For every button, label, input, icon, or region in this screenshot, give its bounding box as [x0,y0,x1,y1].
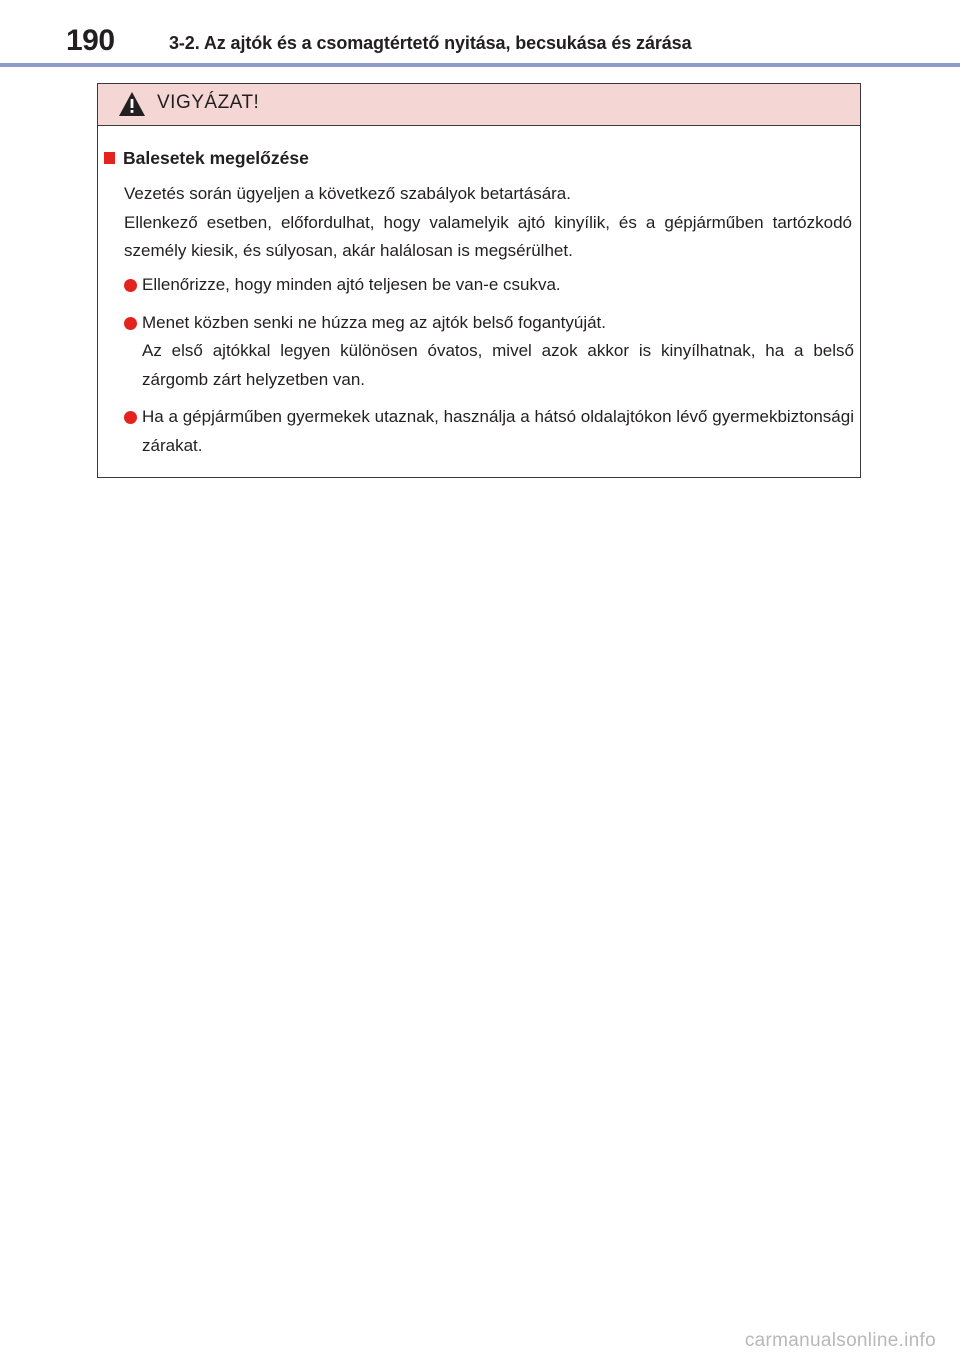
bullet-dot-icon [124,317,137,330]
list-item [124,403,854,460]
intro-text [124,180,852,266]
caution-header [98,84,860,126]
bullet-dot-icon [124,411,137,424]
intro-line: Ellenkező esetben, előfordulhat, hogy valamelyik ajtó kinyílik, és a gépjárműben tartózkodó személy kiesik, és súlyosan, akár halálosan is megsérülhet. [124,212,852,260]
warning-triangle-icon [118,91,146,117]
bullet-list [124,271,854,469]
caution-title: VIGYÁZAT! [157,92,260,113]
bullet-dot-icon [124,279,137,292]
watermark: carmanualsonline.info [744,1330,936,1351]
page-number: 190 [66,24,115,57]
bullet-text: Ha a gépjárműben gyermekek utaznak, használja a hátsó oldalajtókon lévő gyermekbiztonsági zárakat. [142,407,854,455]
header-rule [0,63,960,67]
intro-line: Vezetés során ügyeljen a következő szabályok betartására. [124,184,571,203]
list-item [124,309,854,395]
bullet-text: Menet közben senki ne húzza meg az ajtók belső fogantyúját. [142,312,607,332]
bullet-text: Az első ajtókkal legyen különösen óvatos, mivel azok akkor is kinyílhatnak, ha a belső zárgomb zárt helyzetben van. [142,341,854,389]
caution-box [97,83,861,478]
section-title-text: Balesetek megelőzése [123,148,309,168]
section-title [104,148,309,169]
chapter-title: 3-2. Az ajtók és a csomagtértető nyitása, becsukása és zárása [169,33,692,53]
bullet-text: Ellenőrizze, hogy minden ajtó teljesen be van-e csukva. [142,275,561,294]
list-item [124,271,854,300]
section-square-icon [104,152,115,164]
page-header [0,0,960,66]
